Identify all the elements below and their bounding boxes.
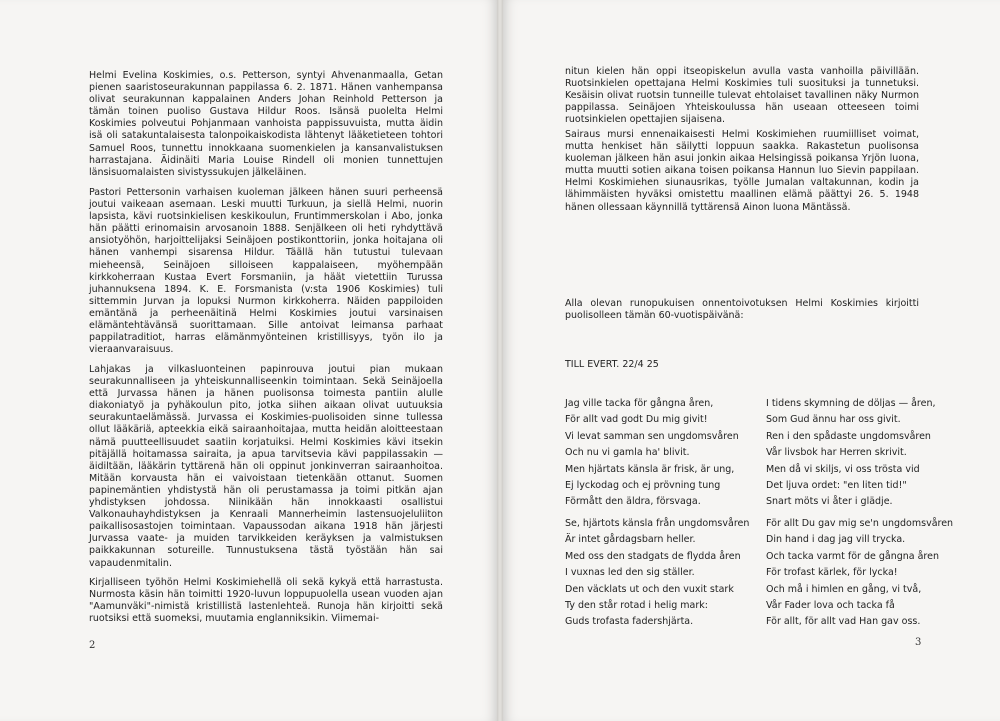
poem-line: I tidens skymning de döljas — åren, bbox=[766, 398, 936, 409]
poem-stanza-2-left bbox=[565, 516, 749, 631]
poem-line: Ej lyckodag och ej prövning tung bbox=[565, 480, 721, 492]
poem-line: För allt, för allt vad Han gav oss. bbox=[766, 616, 921, 628]
poem-line: För allt Du gav mig se'n ungdomsvåren bbox=[766, 518, 954, 529]
poem-line: Och nu vi gamla ha' blivit. bbox=[565, 447, 690, 459]
poem-stanza-2-right bbox=[766, 516, 953, 631]
poem-line: Jag ville tacka för gångna åren, bbox=[565, 398, 714, 409]
poem-line: Vår Fader lova och tacka få bbox=[766, 600, 895, 612]
poem-line: Snart möts vi åter i glädje. bbox=[766, 496, 893, 508]
page-number-left: 2 bbox=[89, 640, 96, 651]
left-paragraph-3: Lahjakas ja vilkasluonteinen papinrouva joutui pian mukaan seurakunnalliseen ja yhteiskunnalliseenkin toimintaan. Sekä Seinäjoella että Jurvassa hänen ja hänen puolisonsa toimesta pantiin alulle diakoniatyö ja pyhäkoulun pito, jotka siihen aikaan olivat uutuuksia seurakuntaelämässä. Jurvassa ei Koskimies-puolisoiden sinne tullessa ollut lääkäriä, apteekkia eikä sairaanhoitajaa, mutta heidän aloitteestaan nämä puutteellisuudet saatiin korjatuiksi. Helmi Koskimies kävi itsekin pitäjällä hoitamassa sairaita, ja apua tarvitsevia kävi pappilassakin — äidiltään, lääkärin tyttärenä hän oli oppinut jonkinverran sairaanhoitoa. Mitään korvausta hän ei vaivoistaan tietenkään ottanut. Suomen papinemäntien yhdistystä hän oli perustamassa ja toimi pitkän ajan yhdistyksen johdossa. Niinikään hän innokkaasti osallistui Valkonauhayhdistyksen ja Kenraali Mannerheimin lastensuojeluliiton paikallisosastojen toimintaan. Vapaussodan aikana 1918 hän järjesti Jurvassa vaate- ja muiden tarvikkeiden keräyksen ja valmistuksen paikkakunnan sotureille. Tunnustuksena tästä työstään hän sai vapaudenmitalin. bbox=[89, 364, 443, 569]
poem-line: Det ljuva ordet: "en liten tid!" bbox=[766, 480, 907, 492]
poem-line: Och må i himlen en gång, vi två, bbox=[766, 583, 922, 595]
poem-line: Är intet gårdagsbarn heller. bbox=[565, 534, 696, 546]
right-page bbox=[503, 0, 1000, 721]
left-paragraph-2: Pastori Pettersonin varhaisen kuoleman jälkeen hänen suuri perheensä joutui vaikeaan asemaan. Leski muutti Turkuun, ja siellä Helmi, nuorin lapsista, kävi ruotsinkielisen keskikoulun, Fruntimmerskolan i Abo, jonka hän päätti erinomaisin arvosanoin 1888. Senjälkeen oli heti ryhdyttävä ansiotyöhön, harjoittelijaksi Seinäjoen postikonttoriin, jonka hoitajana oli hänen vanhempi sisarensa Hildur. Täällä hän tutustui tulevaan mieheensä, Seinäjoen silloiseen kappalaiseen, myöhempään kirkkoherraan Kustaa Evert Forsmaniin, ja häät vietettiin Turussa juhannuksena 1894. K. E. Forsmanista (v:sta 1906 Koskimies) tuli sittemmin Jurvan ja lopuksi Nurmon kirkkoherra. Näiden pappiloiden emäntänä ja perheenäitinä Helmi Koskimies joutui varsinaisen elämäntehtävänsä suorittamaan. Sille antoivat leimansa parhaat pappilatraditiot, harras elämänmyönteinen kristillisyys, työn ilo ja vieraanvaraisuus. bbox=[89, 187, 443, 356]
poem-line: Vi levat samman sen ungdomsvåren bbox=[565, 430, 739, 442]
poem-line: Din hand i dag jag vill trycka. bbox=[766, 534, 906, 546]
poem-line: Den väcklats ut och den vuxit stark bbox=[565, 583, 734, 595]
poem-line: Ren i den spådaste ungdomsvåren bbox=[766, 430, 931, 442]
poem-line: Vår livsbok har Herren skrivit. bbox=[766, 447, 907, 459]
poem-stanza-1-right bbox=[766, 396, 936, 511]
left-page bbox=[0, 0, 497, 721]
poem-line: Men då vi skiljs, vi oss trösta vid bbox=[766, 463, 920, 475]
poem-line: Som Gud ännu har oss givit. bbox=[766, 414, 901, 426]
poem-line: Se, hjärtots känsla från ungdomsvåren bbox=[565, 518, 750, 529]
left-paragraph-4: Kirjalliseen työhön Helmi Koskimiehellä oli sekä kykyä että harrastusta. Nurmosta käsin hän toimitti 1920-luvun loppupuolella usean vuoden ajan "Aamunväki"-nimistä kristillistä lastenlehteä. Runoja hän kirjoitti sekä ruotsiksi että suomeksi, muutamia englanniksikin. Viimemai- bbox=[89, 577, 443, 625]
right-paragraph-3: Alla olevan runopukuisen onnentoivotuksen Helmi Koskimies kirjoitti puolisolleen tämän 60-vuotispäivänä: bbox=[565, 298, 919, 322]
poem-line: Och tacka varmt för de gångna åren bbox=[766, 550, 939, 562]
poem-line: Ty den står rotad i helig mark: bbox=[565, 600, 708, 612]
poem-heading: TILL EVERT. 22/4 25 bbox=[565, 359, 659, 370]
poem-line: I vuxnas led den sig ställer. bbox=[565, 567, 695, 579]
poem-line: Med oss den stadgats de flydda åren bbox=[565, 550, 741, 562]
poem-line: Men hjärtats känsla är frisk, är ung, bbox=[565, 463, 735, 475]
right-paragraph-1: nitun kielen hän oppi itseopiskelun avulla vasta vanhoilla päivillään. Ruotsinkielen opettajana Helmi Koskimies tuli suosituksi ja tunnetuksi. Kesäisin olivat ruotsin tunneille tulevat ehtolaiset tavallinen näky Nurmon pappilassa. Seinäjoen Yhteiskoulussa hän useaan otteeseen toimi ruotsinkielen opettajien sijaisena. bbox=[565, 66, 919, 126]
page-number-right: 3 bbox=[915, 637, 922, 648]
poem-stanza-1-left bbox=[565, 396, 739, 511]
poem-line: Guds trofasta fadershjärta. bbox=[565, 616, 694, 628]
poem-line: Förmått den äldra, försvaga. bbox=[565, 496, 701, 508]
poem-line: För trofast kärlek, för lycka! bbox=[766, 567, 898, 579]
left-paragraph-1: Helmi Evelina Koskimies, o.s. Petterson, syntyi Ahvenanmaalla, Getan pienen saaristoseurakunnan pappilassa 6. 2. 1871. Hänen vanhempansa olivat seurakunnan kappalainen Anders Johan Reinhold Petterson ja tämän toinen puoliso Gustava Hildur Roos. Isänsä puolelta Helmi Koskimies polveutui Pohjanmaan vanhoista pappissuvuista, mutta äidin isä oli satakuntalaisesta talonpoikaiskodista lähtenyt lääketieteen tohtori Samuel Roos, tunnettu innokkaana suomenkielen ja kansanvalistuksen harrastajana. Äidinäiti Maria Louise Rindell oli monien tunnettujen länsisuomalaisten sivistyssukujen jälkeläinen. bbox=[89, 70, 443, 178]
poem-line: För allt vad godt Du mig givit! bbox=[565, 414, 708, 426]
right-paragraph-2: Sairaus mursi ennenaikaisesti Helmi Koskimiehen ruumiilliset voimat, mutta henkiset hän säilytti loppuun saakka. Rakastetun puolisonsa kuoleman jälkeen hän asui jonkin aikaa Helsingissä poikansa Yrjön luona, mutta muutti sotien aikana toisen poikansa Hannun luo Sievin pappilaan. Helmi Koskimiehen siunausrikas, työlle Jumalan valtakunnan, kodin ja lähimmäisten hyväksi omistettu maallinen elämä päättyi 26. 5. 1948 hänen ollessaan käynnillä tyttärensä Ainon luona Mäntässä. bbox=[565, 129, 919, 213]
